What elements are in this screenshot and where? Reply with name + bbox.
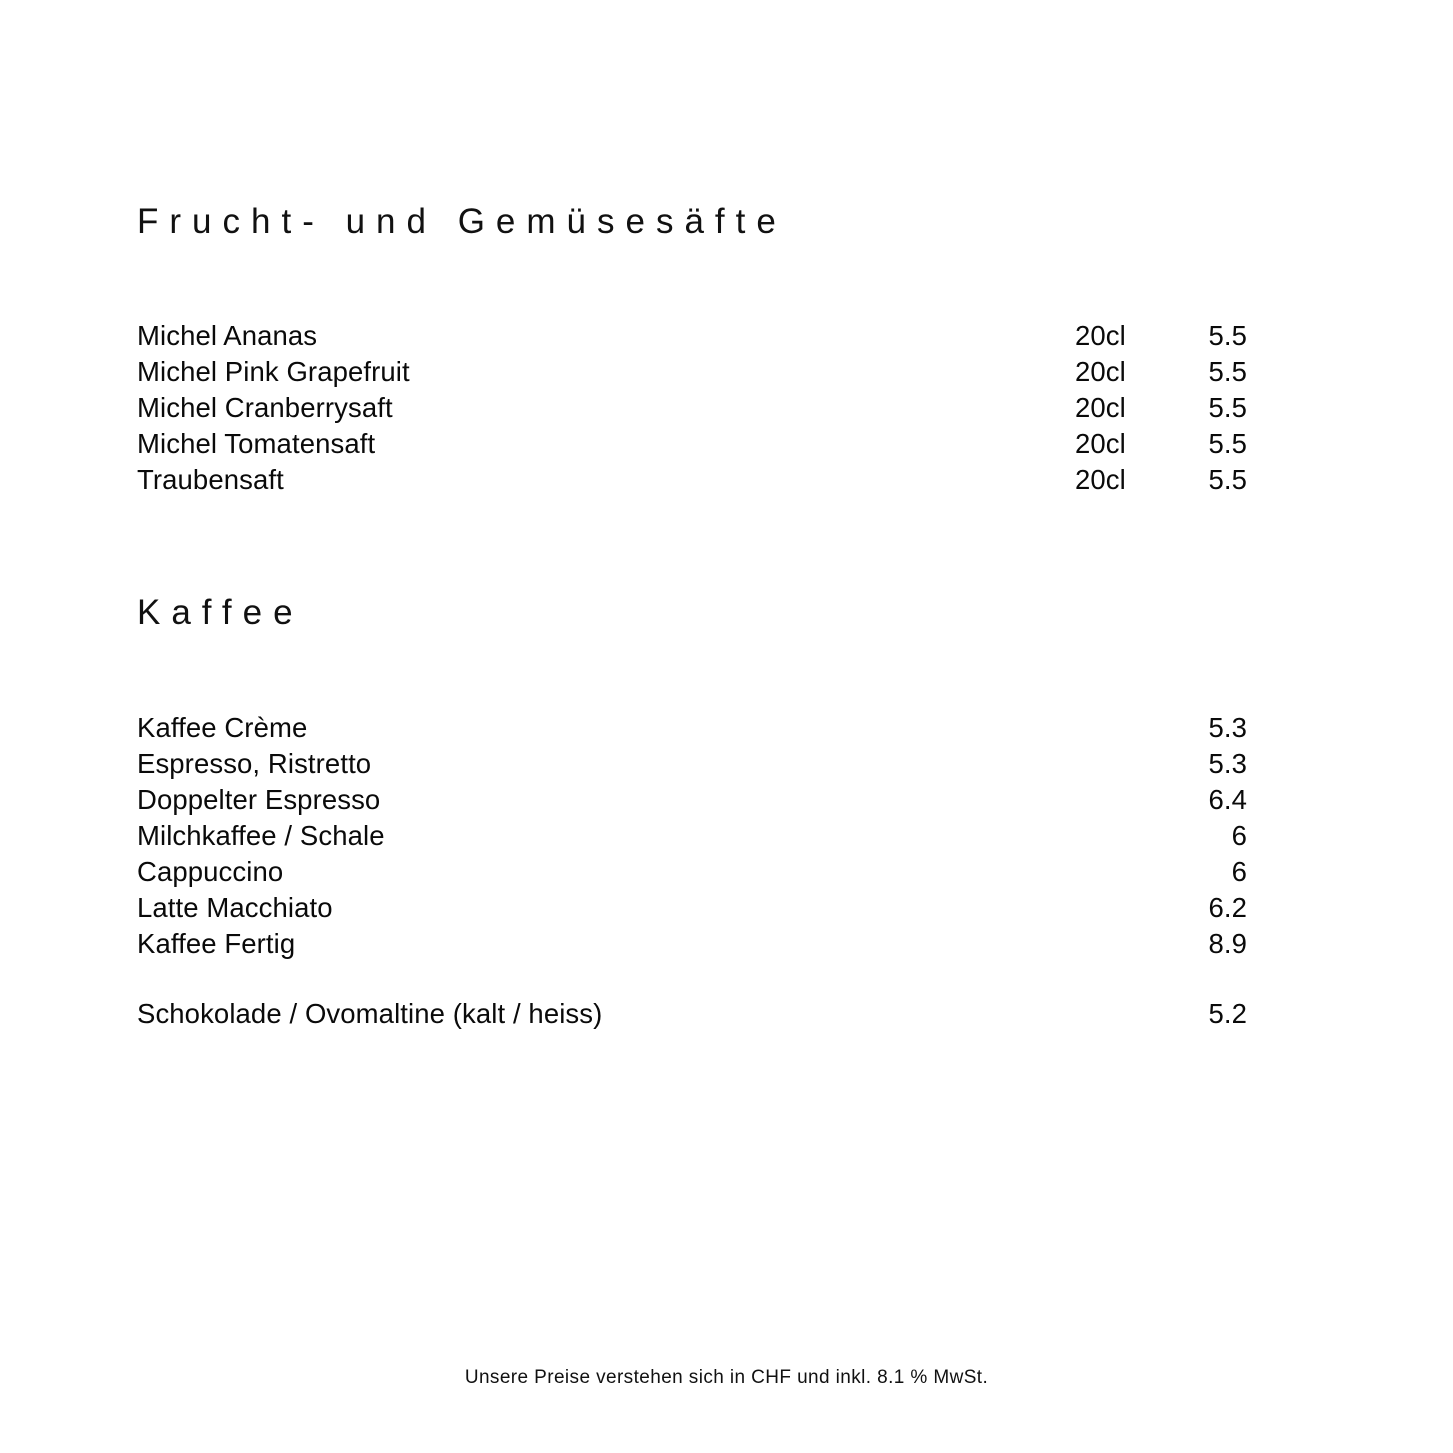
menu-item-row xyxy=(137,782,1247,818)
menu-item-name: Milchkaffee / Schale xyxy=(137,820,385,851)
menu-item-row xyxy=(137,710,1247,746)
menu-item-price: 5.3 xyxy=(1208,712,1247,743)
menu-item-price: 5.5 xyxy=(1208,428,1247,459)
menu-item-row xyxy=(137,854,1247,890)
menu-item-name: Michel Ananas xyxy=(137,320,318,351)
menu-item-row xyxy=(137,890,1247,926)
menu-item-row xyxy=(137,462,1247,498)
menu-item-row xyxy=(137,926,1247,962)
menu-item-price: 6.2 xyxy=(1208,892,1247,923)
menu-item-price: 6 xyxy=(1231,820,1247,851)
menu-item-size: 20cl xyxy=(1075,428,1126,459)
menu-item-name: Espresso, Ristretto xyxy=(137,748,372,779)
menu-item-name: Doppelter Espresso xyxy=(137,784,381,815)
menu-item-name: Michel Tomatensaft xyxy=(137,428,376,459)
menu-item-price: 5.5 xyxy=(1208,464,1247,495)
menu-item-name: Michel Cranberrysaft xyxy=(137,392,393,423)
menu-item-row xyxy=(137,996,1247,1032)
price-disclaimer: Unsere Preise verstehen sich in CHF und inkl. 8.1 % MwSt. xyxy=(464,1367,989,1388)
menu-item-row xyxy=(137,318,1247,354)
menu-item-row xyxy=(137,426,1247,462)
menu-item-row xyxy=(137,354,1247,390)
section-title-coffee: Kaffee xyxy=(137,593,304,633)
menu-item-price: 5.5 xyxy=(1208,356,1247,387)
menu-item-size: 20cl xyxy=(1075,464,1126,495)
menu-item-list-juices xyxy=(137,318,1247,498)
menu-item-name: Schokolade / Ovomaltine (kalt / heiss) xyxy=(137,998,603,1029)
menu-item-price: 8.9 xyxy=(1208,928,1247,959)
section-title-juices: Frucht- und Gemüsesäfte xyxy=(137,202,787,242)
menu-item-price: 5.2 xyxy=(1208,998,1247,1029)
menu-item-row xyxy=(137,818,1247,854)
menu-item-price: 5.5 xyxy=(1208,392,1247,423)
menu-item-name: Latte Macchiato xyxy=(137,892,333,923)
menu-item-row xyxy=(137,390,1247,426)
menu-item-price: 5.3 xyxy=(1208,748,1247,779)
menu-item-name: Kaffee Fertig xyxy=(137,928,296,959)
menu-item-price: 6.4 xyxy=(1208,784,1247,815)
menu-item-size: 20cl xyxy=(1075,320,1126,351)
menu-item-size: 20cl xyxy=(1075,356,1126,387)
menu-item-name: Kaffee Crème xyxy=(137,712,308,743)
menu-item-size: 20cl xyxy=(1075,392,1126,423)
menu-item-list-coffee xyxy=(137,710,1247,1032)
menu-item-price: 6 xyxy=(1231,856,1247,887)
menu-item-row xyxy=(137,746,1247,782)
menu-item-name: Michel Pink Grapefruit xyxy=(137,356,410,387)
menu-item-name: Traubensaft xyxy=(137,464,284,495)
menu-item-name: Cappuccino xyxy=(137,856,284,887)
menu-item-price: 5.5 xyxy=(1208,320,1247,351)
